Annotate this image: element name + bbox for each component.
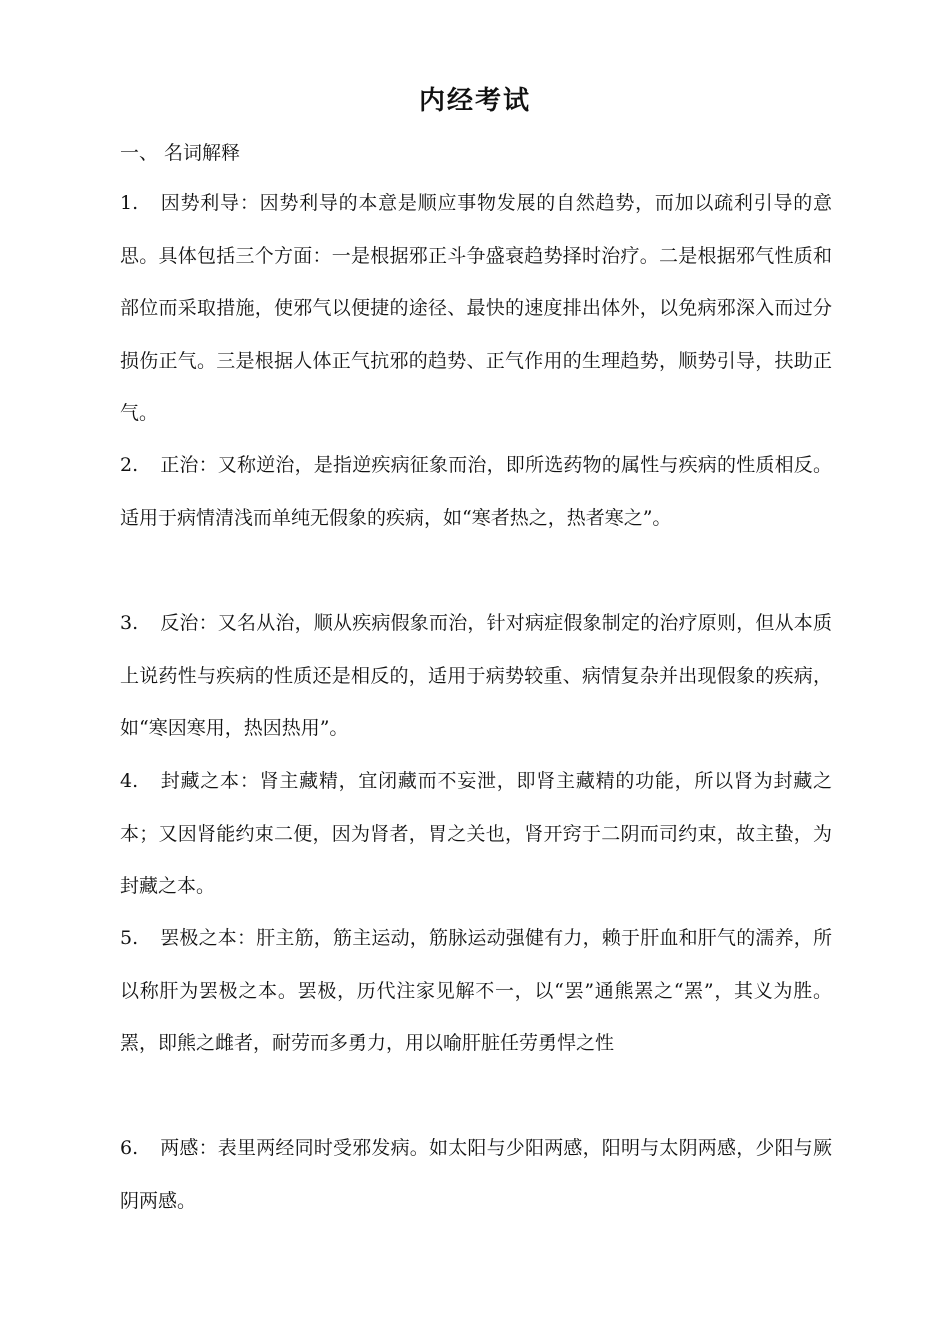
- term-item-6: [120, 1122, 832, 1227]
- document-title: 内经考试: [418, 86, 531, 116]
- item-number: 4.: [120, 770, 139, 792]
- item-number: 2.: [120, 454, 139, 476]
- term-item-5: [120, 912, 832, 1070]
- item-text: 罢极之本：肝主筋，筋主运动，筋脉运动强健有力，赖于肝血和肝气的濡养，所以称肝为罢极之本。罢极，历代注家见解不一，以“罢”通熊罴之“罴”，其义为胜。罴，即熊之雌者，耐劳而多勇力，用以喻肝脏任劳勇悍之性: [120, 927, 832, 1054]
- item-number: 5.: [120, 927, 139, 949]
- item-text: 因势利导：因势利导的本意是顺应事物发展的自然趋势，而加以疏利引导的意思。具体包括三个方面：一是根据邪正斗争盛衰趋势择时治疗。二是根据邪气性质和部位而采取措施，使邪气以便捷的途径、最快的速度排出体外，以免病邪深入而过分损伤正气。三是根据人体正气抗邪的趋势、正气作用的生理趋势，顺势引导，扶助正气。: [120, 192, 832, 424]
- item-text: 正治：又称逆治，是指逆疾病征象而治，即所选药物的属性与疾病的性质相反。适用于病情清浅而单纯无假象的疾病，如“寒者热之，热者寒之”。: [120, 454, 832, 529]
- term-item-1: [120, 177, 832, 440]
- section-heading: 一、 名词解释: [120, 142, 241, 164]
- item-number: 1.: [120, 192, 139, 214]
- term-item-4: [120, 755, 832, 913]
- item-number: 6.: [120, 1137, 139, 1159]
- item-text: 反治：又名从治，顺从疾病假象而治，针对病症假象制定的治疗原则，但从本质上说药性与疾病的性质还是相反的，适用于病势较重、病情复杂并出现假象的疾病，如“寒因寒用，热因热用”。: [120, 612, 832, 739]
- item-text: 两感：表里两经同时受邪发病。如太阳与少阳两感，阳明与太阴两感，少阳与厥阴两感。: [120, 1137, 832, 1212]
- term-item-2: [120, 439, 832, 544]
- item-text: 封藏之本：肾主藏精，宜闭藏而不妄泄，即肾主藏精的功能，所以肾为封藏之本；又因肾能约束二便，因为肾者，胃之关也，肾开窍于二阴而司约束，故主蛰，为封藏之本。: [120, 770, 832, 897]
- term-item-3: [120, 597, 832, 755]
- item-number: 3.: [120, 612, 139, 634]
